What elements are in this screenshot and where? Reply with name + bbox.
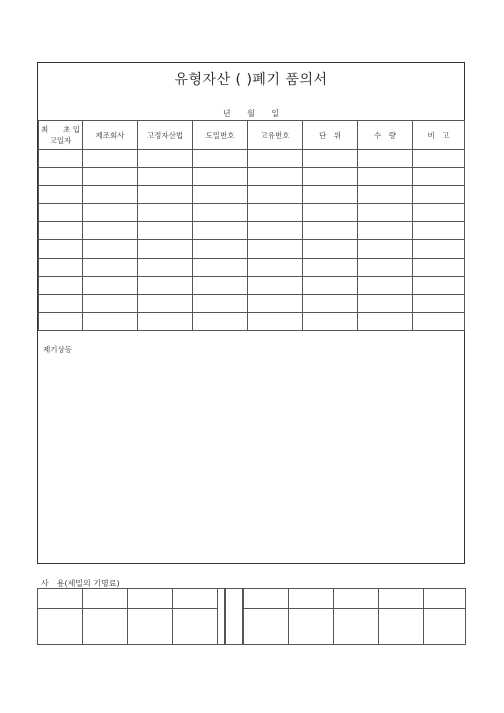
usage-header-cell[interactable] [127, 588, 173, 609]
table-cell[interactable] [248, 168, 303, 186]
table-row [39, 150, 465, 168]
form-frame [37, 62, 465, 564]
table-cell[interactable] [358, 240, 413, 258]
table-cell[interactable] [413, 204, 465, 222]
usage-sign-cell[interactable] [82, 608, 128, 645]
table-cell[interactable] [83, 312, 138, 330]
table-cell[interactable] [413, 222, 465, 240]
table-cell[interactable] [413, 168, 465, 186]
table-cell[interactable] [248, 276, 303, 294]
table-cell[interactable] [303, 204, 358, 222]
table-cell[interactable] [193, 240, 248, 258]
table-row [39, 312, 465, 330]
table-cell[interactable] [248, 150, 303, 168]
table-cell[interactable] [413, 258, 465, 276]
table-cell[interactable] [138, 150, 193, 168]
usage-header-cell[interactable] [82, 588, 128, 609]
table-cell[interactable] [39, 240, 83, 258]
asset-table [38, 120, 465, 331]
usage-sign-cell[interactable] [243, 608, 289, 645]
table-cell[interactable] [83, 222, 138, 240]
column-header: 단 위 [303, 121, 358, 150]
table-cell[interactable] [303, 186, 358, 204]
table-cell[interactable] [413, 150, 465, 168]
table-cell[interactable] [39, 222, 83, 240]
column-header: 고유번호 [248, 121, 303, 150]
notes-label: 제기상등 [43, 345, 72, 354]
table-cell[interactable] [83, 150, 138, 168]
table-cell[interactable] [248, 312, 303, 330]
table-cell[interactable] [138, 294, 193, 312]
table-cell[interactable] [193, 294, 248, 312]
table-cell[interactable] [138, 276, 193, 294]
table-cell[interactable] [193, 204, 248, 222]
table-row [39, 168, 465, 186]
table-cell[interactable] [39, 312, 83, 330]
table-row [39, 240, 465, 258]
table-cell[interactable] [39, 294, 83, 312]
table-cell[interactable] [39, 168, 83, 186]
table-cell[interactable] [358, 222, 413, 240]
column-header: 비 고 [413, 121, 465, 150]
usage-label: 사 용(세밀의 기명료) [41, 579, 120, 588]
usage-sign-cell[interactable] [37, 608, 83, 645]
table-cell[interactable] [358, 150, 413, 168]
table-row [39, 258, 465, 276]
table-cell[interactable] [39, 150, 83, 168]
table-cell[interactable] [193, 222, 248, 240]
table-cell[interactable] [248, 258, 303, 276]
table-cell[interactable] [303, 258, 358, 276]
usage-sign-cell[interactable] [333, 608, 379, 645]
table-cell[interactable] [138, 168, 193, 186]
table-cell[interactable] [358, 168, 413, 186]
column-header: 제조회사 [83, 121, 138, 150]
table-row [39, 276, 465, 294]
usage-sign-cell[interactable] [288, 608, 334, 645]
table-cell[interactable] [83, 168, 138, 186]
usage-divider-cell[interactable] [225, 588, 243, 645]
table-cell[interactable] [413, 312, 465, 330]
table-cell[interactable] [303, 222, 358, 240]
table-cell[interactable] [413, 276, 465, 294]
column-header: 도밀번호 [193, 121, 248, 150]
usage-header-cell[interactable] [37, 588, 83, 609]
table-cell[interactable] [138, 186, 193, 204]
usage-sign-cell[interactable] [127, 608, 173, 645]
table-cell[interactable] [413, 240, 465, 258]
table-cell[interactable] [39, 204, 83, 222]
date-line: 년 월 일 [222, 109, 280, 118]
table-cell[interactable] [193, 276, 248, 294]
table-row [39, 204, 465, 222]
table-cell[interactable] [358, 294, 413, 312]
table-cell[interactable] [303, 150, 358, 168]
table-cell[interactable] [303, 276, 358, 294]
usage-sign-cell[interactable] [423, 608, 466, 645]
table-cell[interactable] [138, 258, 193, 276]
usage-grid [37, 588, 465, 645]
table-cell[interactable] [193, 312, 248, 330]
table-cell[interactable] [83, 240, 138, 258]
usage-divider-cell[interactable] [217, 588, 225, 645]
table-cell[interactable] [39, 276, 83, 294]
usage-header-cell[interactable] [378, 588, 424, 609]
usage-sign-cell[interactable] [172, 608, 218, 645]
table-cell[interactable] [193, 258, 248, 276]
usage-header-cell[interactable] [333, 588, 379, 609]
table-cell[interactable] [83, 276, 138, 294]
table-cell[interactable] [83, 204, 138, 222]
table-cell[interactable] [248, 186, 303, 204]
column-header: 수 량 [358, 121, 413, 150]
table-cell[interactable] [193, 168, 248, 186]
table-cell[interactable] [83, 258, 138, 276]
table-cell[interactable] [193, 186, 248, 204]
column-header: 최 초 입고일자 [39, 121, 83, 150]
table-cell[interactable] [248, 222, 303, 240]
table-cell[interactable] [303, 312, 358, 330]
table-cell[interactable] [138, 222, 193, 240]
table-cell[interactable] [303, 168, 358, 186]
table-cell[interactable] [358, 186, 413, 204]
table-cell[interactable] [358, 312, 413, 330]
table-row [39, 294, 465, 312]
usage-sign-cell[interactable] [378, 608, 424, 645]
table-cell[interactable] [193, 150, 248, 168]
table-cell[interactable] [248, 294, 303, 312]
table-row [39, 222, 465, 240]
table-cell[interactable] [413, 186, 465, 204]
table-cell[interactable] [83, 294, 138, 312]
table-cell[interactable] [248, 240, 303, 258]
table-cell[interactable] [413, 294, 465, 312]
table-cell[interactable] [83, 186, 138, 204]
table-cell[interactable] [138, 240, 193, 258]
table-cell[interactable] [138, 204, 193, 222]
table-cell[interactable] [358, 204, 413, 222]
usage-header-cell[interactable] [243, 588, 289, 609]
table-cell[interactable] [358, 258, 413, 276]
column-header: 고정자산법 [138, 121, 193, 150]
table-header-row [39, 121, 465, 150]
usage-header-cell[interactable] [423, 588, 466, 609]
table-cell[interactable] [138, 312, 193, 330]
usage-header-cell[interactable] [288, 588, 334, 609]
table-row [39, 186, 465, 204]
table-cell[interactable] [39, 186, 83, 204]
form-title: 유형자산 ( )폐기 품의서 [174, 72, 328, 88]
table-cell[interactable] [303, 240, 358, 258]
table-cell[interactable] [358, 276, 413, 294]
usage-header-cell[interactable] [172, 588, 218, 609]
table-cell[interactable] [303, 294, 358, 312]
table-cell[interactable] [248, 204, 303, 222]
table-cell[interactable] [39, 258, 83, 276]
